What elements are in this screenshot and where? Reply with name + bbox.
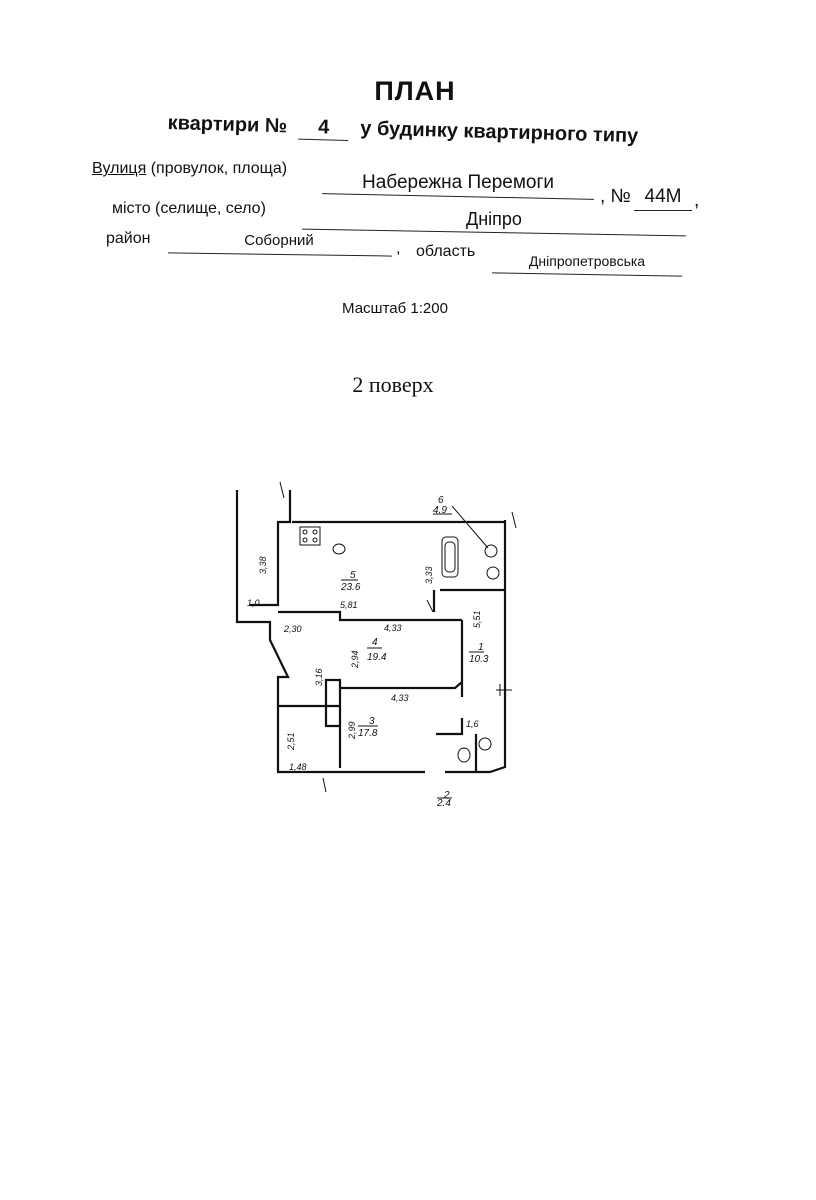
- trailing-comma: ,: [694, 190, 700, 211]
- dimension-label: 1,0: [247, 598, 260, 608]
- room-4-number: 4: [372, 637, 378, 648]
- dimension-label: 2,99: [347, 721, 357, 739]
- district-comma: ,: [396, 240, 401, 257]
- stove-icon: [300, 527, 320, 545]
- room-6-number: 6: [438, 495, 444, 506]
- room-3-number: 3: [369, 716, 375, 727]
- street-label-group: [92, 160, 287, 178]
- number-label: , №: [600, 186, 631, 207]
- room-2-area: 2.4: [437, 798, 451, 809]
- street-underline: [322, 193, 594, 200]
- room-3-area: 17.8: [358, 728, 378, 739]
- dimension-label: 2,30: [284, 624, 302, 634]
- room-6-area: 4.9: [433, 505, 447, 516]
- dimension-label: 3,33: [424, 566, 434, 584]
- washbasin-icon: [487, 567, 499, 579]
- scale-label: Масштаб 1:200: [342, 300, 448, 317]
- street-value: Набережна Перемоги: [361, 172, 555, 193]
- dimension-label: 1,48: [289, 762, 307, 772]
- document-title: ПЛАН: [374, 76, 456, 106]
- dimension-label: 1,6: [466, 719, 479, 729]
- floor-plan-drawing: [230, 480, 530, 810]
- dimension-label: 4,33: [384, 623, 402, 633]
- region-underline: [492, 272, 682, 276]
- washbasin-icon: [479, 738, 491, 750]
- dimension-label: 2,51: [286, 732, 296, 750]
- apartment-suffix: у будинку квартирного типу: [360, 117, 639, 148]
- dimension-label: 4,33: [391, 693, 409, 703]
- toilet-icon: [458, 748, 470, 762]
- street-hint: (провулок, площа): [150, 160, 288, 177]
- room-5-number: 5: [350, 570, 356, 581]
- room-1-area: 10.3: [469, 654, 489, 665]
- sink-icon: [333, 544, 345, 554]
- district-underline: [168, 252, 392, 256]
- room-5-area: 23.6: [341, 582, 361, 593]
- district-label: район: [106, 230, 151, 247]
- city-value: Дніпро: [466, 209, 522, 229]
- region-label: область: [416, 243, 476, 260]
- dimension-label: 5,81: [340, 600, 358, 610]
- dimension-label: 3,16: [314, 668, 324, 686]
- dimension-label: 2,94: [350, 650, 360, 668]
- room-1-number: 1: [478, 642, 484, 653]
- apartment-prefix: квартири №: [167, 112, 288, 138]
- dimension-label: 3,38: [258, 556, 268, 574]
- district-value: Соборний: [244, 232, 314, 249]
- plan-fixtures: [280, 482, 516, 792]
- region-value: Дніпропетровська: [528, 253, 646, 269]
- room-2-number: 2: [444, 790, 450, 801]
- street-label: Вулиця: [92, 160, 147, 177]
- bathtub-icon: [442, 537, 458, 577]
- house-number-value: 44М: [644, 186, 682, 207]
- dimension-label: 5,51: [472, 610, 482, 628]
- floor-label: 2 поверх: [352, 372, 434, 397]
- apartment-heading: [167, 112, 638, 149]
- room-4-area: 19.4: [367, 652, 387, 663]
- city-label: місто (селище, село): [112, 200, 266, 217]
- apartment-number: 4: [298, 116, 349, 141]
